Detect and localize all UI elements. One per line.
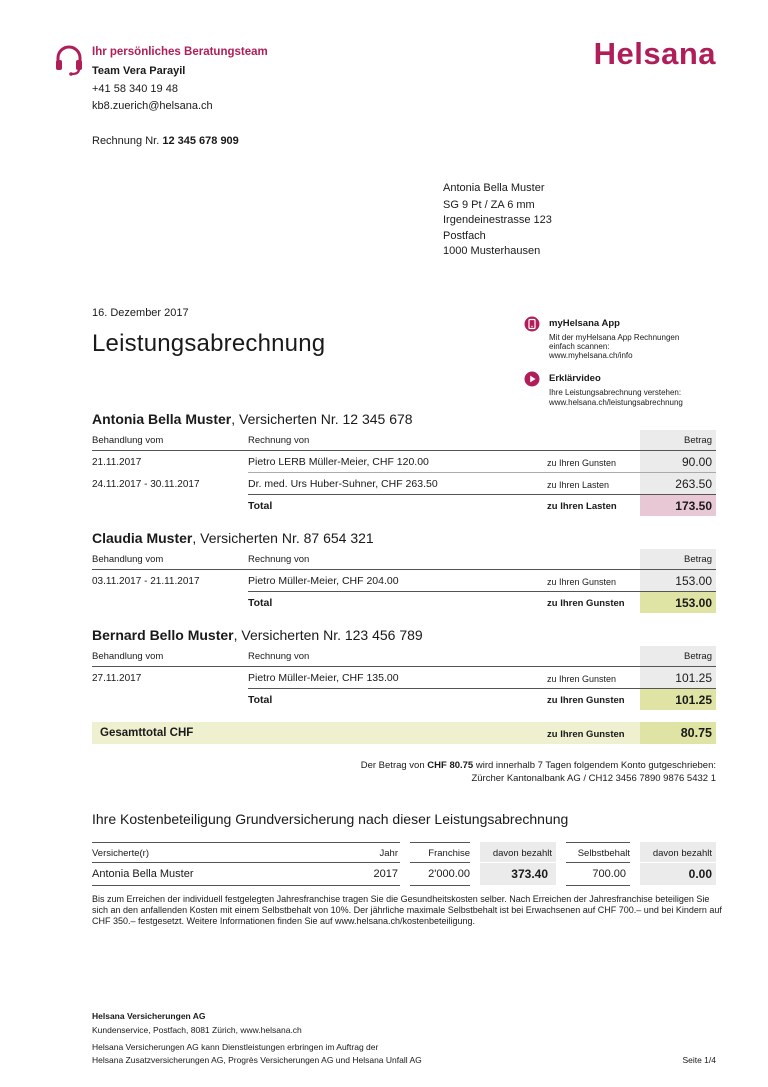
explainer-video-title: Erklärvideo (549, 373, 601, 384)
invoice-provider: Pietro LERB Müller-Meier, CHF 120.00 (248, 456, 429, 468)
bank-account: Zürcher Kantonalbank AG / CH12 3456 7890 9876 5432 1 (471, 773, 716, 784)
cost-col-copay: Selbstbehalt (577, 848, 630, 859)
amount-type: zu Ihren Gunsten (547, 577, 617, 587)
invoice-provider: Pietro Müller-Meier, CHF 135.00 (248, 672, 399, 684)
transfer-text: Der Betrag von (360, 760, 428, 771)
invoice-provider: Dr. med. Urs Huber-Suhner, CHF 263.50 (248, 478, 438, 490)
video-info-link[interactable]: www.helsana.ch/leistungsabrechnung (549, 398, 683, 407)
insured-name: Bernard Bello Muster (92, 627, 234, 643)
app-info-link[interactable]: www.myhelsana.ch/info (549, 351, 633, 360)
grand-total-label: Gesamttotal CHF (100, 727, 194, 739)
col-header-invoice-from: Rechnung von (248, 651, 310, 662)
grand-total-amount: 80.75 (680, 726, 712, 740)
insured-name: Claudia Muster (92, 530, 193, 546)
insured-number: , Versicherten Nr. 12 345 678 (231, 411, 413, 427)
col-header-date: Behandlung vom (92, 651, 164, 662)
col-header-date: Behandlung vom (92, 554, 164, 565)
cost-col-paid: davon bezahlt (492, 848, 552, 859)
team-email: kb8.zuerich@helsana.ch (92, 100, 213, 112)
row-amount: 101.25 (675, 671, 712, 685)
invoice-number-value: 12 345 678 909 (162, 135, 239, 147)
cost-col-insured: Versicherte(r) (92, 848, 150, 859)
insured-number: , Versicherten Nr. 123 456 789 (233, 627, 423, 643)
section-total-amount: 173.50 (675, 499, 712, 513)
cost-deductible: 2'000.00 (428, 868, 470, 880)
col-header-invoice-from: Rechnung von (248, 554, 310, 565)
cost-deductible-paid: 373.40 (511, 867, 548, 881)
row-amount: 153.00 (675, 574, 712, 588)
insured-section-title (92, 627, 423, 643)
amount-type: zu Ihren Gunsten (547, 674, 617, 684)
grand-total-type: zu Ihren Gunsten (547, 729, 625, 740)
document-title: Leistungsabrechnung (92, 330, 326, 357)
recipient-line: Irgendeinestrasse 123 (443, 214, 552, 226)
footer-legal: Helsana Versicherungen AG kann Dienstleistungen erbringen im Auftrag der (92, 1042, 379, 1052)
cost-share-note: Bis zum Erreichen der individuell festgelegten Jahresfranchise tragen Sie die Gesundheitskosten selber. Nach Erreichen der Jahresfranchise beteiligen Sie sich an den anfallenden Kosten mit einem Selbstbehalt von 10%. Der jährliche maximale Selbstbehalt ist bei Erwachsenen auf CHF 700.– und bei Kindern auf CHF 350.– festgesetzt. Weitere Informationen finden Sie auf www.helsana.ch/kostenbeteiligung. (92, 894, 722, 926)
insured-number: , Versicherten Nr. 87 654 321 (192, 530, 374, 546)
team-phone: +41 58 340 19 48 (92, 83, 178, 95)
insured-section-title (92, 411, 413, 427)
recipient-name: Antonia Bella Muster (443, 182, 545, 194)
recipient-line: Postfach (443, 230, 486, 242)
row-amount: 90.00 (681, 455, 712, 469)
treatment-date: 21.11.2017 (92, 457, 142, 468)
row-amount: 263.50 (675, 477, 712, 491)
section-total-label: Total (248, 694, 273, 706)
page-number: Seite 1/4 (682, 1055, 716, 1065)
section-total-amount: 101.25 (675, 693, 712, 707)
transfer-amount: CHF 80.75 (427, 760, 474, 771)
app-info-line: einfach scannen: (549, 342, 610, 351)
amount-type: zu Ihren Lasten (547, 480, 610, 490)
section-total-type: zu Ihren Lasten (547, 501, 617, 512)
invoice-number-label: Rechnung Nr. (92, 135, 160, 147)
team-title: Ihr persönliches Beratungsteam (92, 46, 268, 58)
invoice-number (92, 135, 239, 147)
video-info-line: Ihre Leistungsabrechnung verstehen: (549, 388, 682, 397)
col-header-amount: Betrag (684, 435, 712, 446)
treatment-date: 03.11.2017 - 21.11.2017 (92, 576, 200, 587)
recipient-line: 1000 Musterhausen (443, 245, 541, 257)
cost-year: 2017 (373, 868, 398, 880)
treatment-date: 24.11.2017 - 30.11.2017 (92, 479, 200, 490)
cost-copay: 700.00 (592, 868, 626, 880)
col-header-invoice-from: Rechnung von (248, 435, 310, 446)
play-video-icon[interactable] (524, 371, 540, 387)
section-total-amount: 153.00 (675, 596, 712, 610)
footer-company: Helsana Versicherungen AG (92, 1011, 206, 1021)
col-header-date: Behandlung vom (92, 435, 164, 446)
section-total-label: Total (248, 597, 273, 609)
amount-type: zu Ihren Gunsten (547, 458, 617, 468)
headset-icon (53, 44, 85, 76)
recipient-line: SG 9 Pt / ZA 6 mm (443, 199, 535, 211)
myhelsana-app-title: myHelsana App (549, 318, 620, 329)
mobile-app-icon (524, 316, 540, 332)
cost-share-title: Ihre Kostenbeteiligung Grundversicherung nach dieser Leistungsabrechnung (92, 811, 569, 827)
invoice-provider: Pietro Müller-Meier, CHF 204.00 (248, 575, 399, 587)
cost-insured-name: Antonia Bella Muster (92, 868, 194, 880)
cost-col-year: Jahr (379, 848, 398, 859)
cost-col-paid: davon bezahlt (652, 848, 712, 859)
insured-section-title (92, 530, 374, 546)
col-header-amount: Betrag (684, 651, 712, 662)
col-header-amount: Betrag (684, 554, 712, 565)
cost-copay-paid: 0.00 (688, 867, 712, 881)
helsana-logo: Helsana (593, 36, 716, 71)
transfer-text: wird innerhalb 7 Tagen folgendem Konto gutgeschrieben: (473, 760, 716, 771)
team-name: Team Vera Parayil (92, 65, 186, 77)
transfer-note (361, 760, 716, 771)
document-date: 16. Dezember 2017 (92, 307, 189, 319)
insured-name: Antonia Bella Muster (92, 411, 232, 427)
footer-legal: Helsana Zusatzversicherungen AG, Progrès Versicherungen AG und Helsana Unfall AG (92, 1055, 422, 1065)
footer-contact: Kundenservice, Postfach, 8081 Zürich, www.helsana.ch (92, 1025, 302, 1035)
section-total-type: zu Ihren Gunsten (547, 598, 625, 609)
section-total-type: zu Ihren Gunsten (547, 695, 625, 706)
cost-col-deductible: Franchise (428, 848, 470, 859)
treatment-date: 27.11.2017 (92, 673, 142, 684)
app-info-line: Mit der myHelsana App Rechnungen (549, 333, 680, 342)
section-total-label: Total (248, 500, 273, 512)
